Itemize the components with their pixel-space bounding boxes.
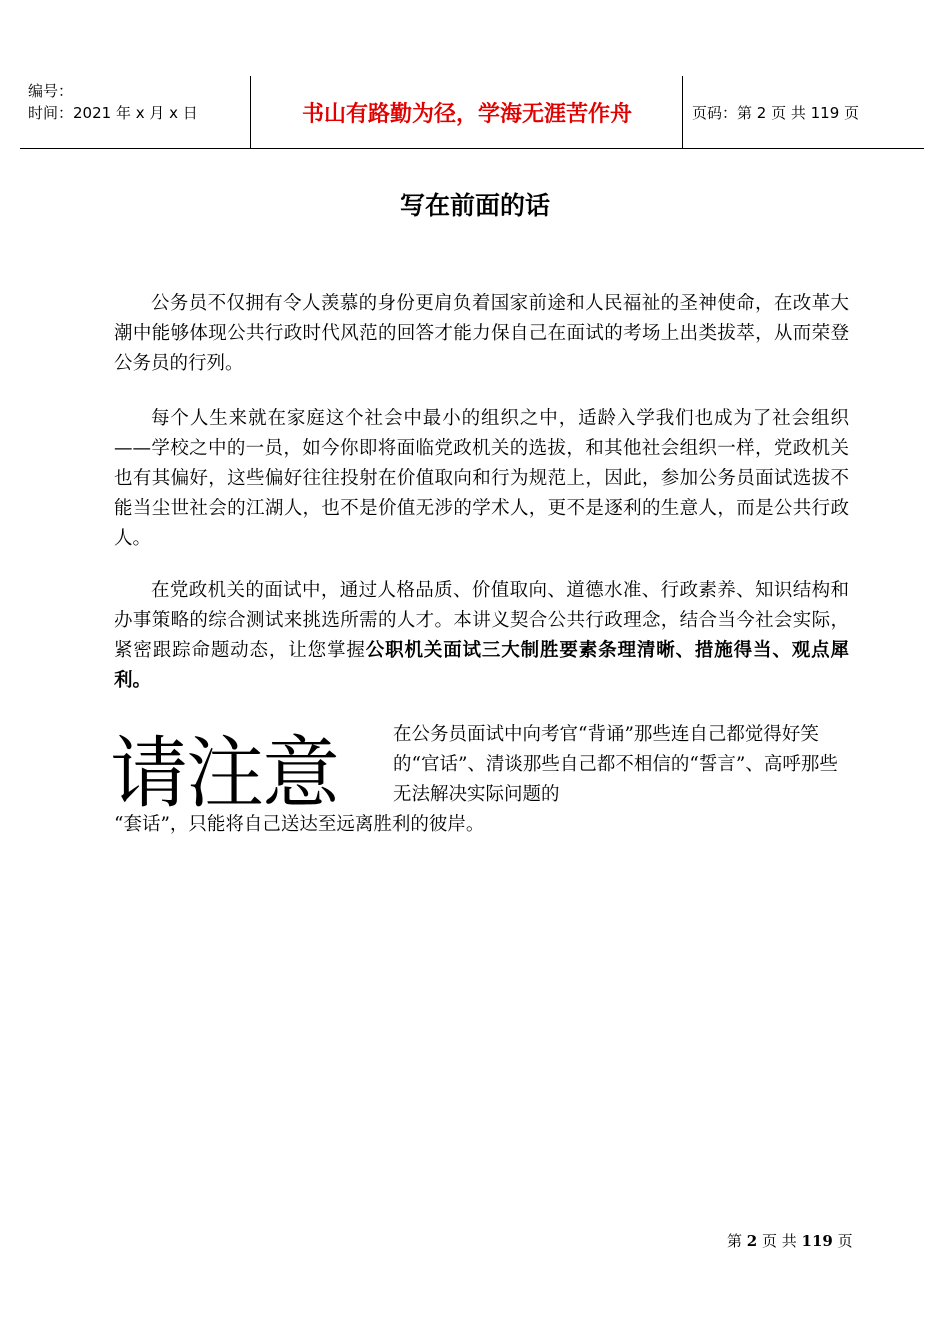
header-page-label: 页码：第 2 页 共 119 页 (692, 103, 860, 122)
notice-heading: 请注意 (110, 729, 339, 819)
page-footer (727, 1230, 853, 1251)
page-title: 写在前面的话 (399, 191, 550, 220)
header-meta (28, 80, 250, 124)
paragraph-1: 公务员不仅拥有令人羡慕的身份更肩负着国家前途和人民福祉的圣神使命，在改革大潮中能够体现公共行政时代风范的回答才能力保自己在面试的考场上出类拔萃，从而荣登公务员的行列。 (114, 293, 849, 374)
notice-text: 在公务员面试中向考官“背诵”那些连自己都觉得好笑的“官话”、清谈那些自己都不相信的“誓言”、高呼那些无法解决实际问题的 (393, 724, 838, 805)
paragraph-3-text: 在党政机关的面试中，通过人格品质、价值取向、道德水准、行政素养、知识结构和办事策略的综合测试来挑选所需的人才。本讲义契合公共行政理念，结合当今社会实际，紧密跟踪命题动态，让您掌握 (114, 580, 849, 661)
paragraph-3 (114, 576, 849, 696)
header-motto: 书山有路勤为径，学海无涯苦作舟 (301, 101, 632, 127)
document-number-label: 编号： (28, 82, 74, 100)
document-time-label: 时间：2021 年 x 月 x 日 (28, 104, 198, 122)
notice-last-line: “套话”，只能将自己送达至远离胜利的彼岸。 (114, 814, 485, 835)
header-page-indicator (692, 76, 922, 148)
footer-suffix: 页 (832, 1232, 853, 1250)
footer-total-pages: 119 (801, 1232, 833, 1250)
footer-page-number: 2 (746, 1232, 758, 1250)
page-header (20, 76, 924, 149)
footer-middle: 页 共 (757, 1232, 802, 1250)
paragraph-3-emphasis: 公职机关面试三大制胜要素条理清晰、措施得当、观点犀利。 (114, 640, 849, 691)
header-divider (682, 76, 683, 148)
paragraph-2: 每个人生来就在家庭这个社会中最小的组织之中，适龄入学我们也成为了社会组织——学校之中的一员，如今你即将面临党政机关的选拔，和其他社会组织一样，党政机关也有其偏好，这些偏好往往投射在价值取向和行为规范上，因此，参加公务员面试选拔不能当尘世社会的江湖人，也不是价值无涉的学术人，更不是逐利的生意人，而是公共行政人。 (114, 408, 849, 549)
header-divider (250, 76, 251, 148)
footer-prefix: 第 (727, 1232, 747, 1250)
